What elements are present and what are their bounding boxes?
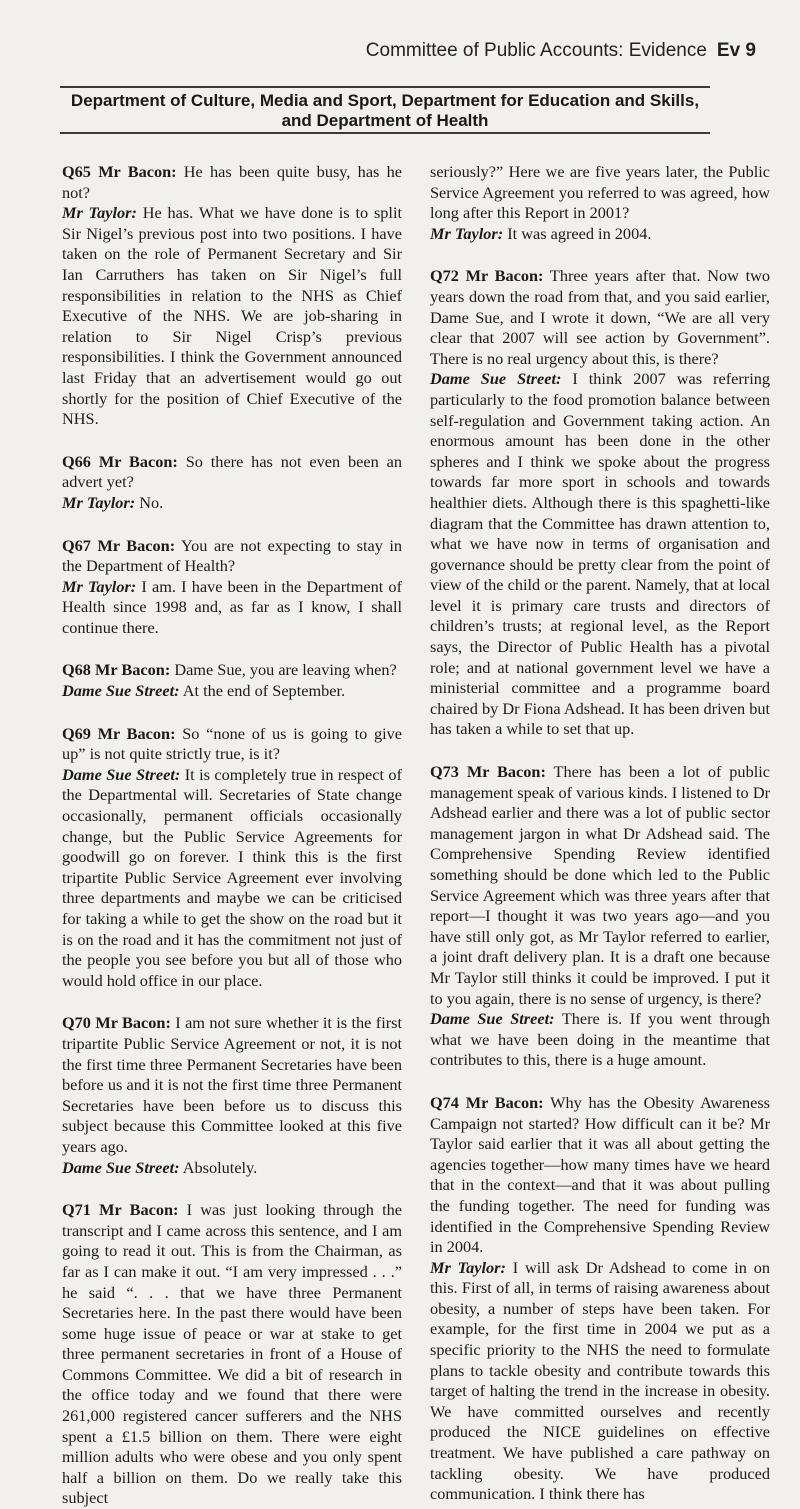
speaker-name: Dame Sue Street: — [62, 764, 181, 784]
speaker-name: Mr Bacon: — [98, 162, 177, 181]
answer-paragraph — [430, 1009, 770, 1071]
speaker-name: Mr Bacon: — [95, 1013, 171, 1033]
paragraph-text: Dame Sue, you are leaving when? — [174, 660, 397, 680]
answer-paragraph — [62, 1158, 402, 1179]
paragraph-text: At the end of September. — [182, 681, 346, 701]
paragraph-text: Why has the Obesity Awareness Campaign not started? How difficult can it be? Mr Taylor said earlier that it was all about getting the agencies together—how many times have we heard that in the context—and that it was about pulling the funding together. The need for funding was identified in the Comprehensive Spending Review in 2004. — [430, 1092, 770, 1257]
question-paragraph — [62, 452, 402, 493]
paragraph-text: It was agreed in 2004. — [507, 223, 652, 243]
question-number: Q72 — [430, 266, 459, 286]
paragraph-text: So there has not even been an advert yet? — [62, 451, 402, 492]
question-number: Q69 — [62, 723, 91, 743]
paragraph-text: So “none of us is going to give up” is not quite strictly true, is it? — [62, 723, 402, 764]
speaker-name: Mr Taylor: — [62, 492, 136, 512]
question-paragraph — [62, 660, 402, 681]
question-number: Q68 — [62, 660, 91, 680]
right-column — [430, 162, 770, 1509]
question-number: Q65 — [62, 162, 91, 181]
question-paragraph — [430, 1093, 770, 1258]
paragraph-text: seriously?” Here we are five years later, the Public Service Agreement you referred to was agreed, how long after this Report in 2001? — [430, 162, 770, 223]
question-paragraph — [430, 266, 770, 369]
question-paragraph — [62, 536, 402, 577]
speaker-name: Mr Taylor: — [430, 1257, 506, 1277]
speaker-name: Dame Sue Street: — [62, 1157, 180, 1177]
speaker-name: Dame Sue Street: — [430, 369, 562, 389]
paragraph-text: There is. If you went through what we have been doing in the meantime that contributes to this, there is a huge amount. — [430, 1009, 771, 1070]
question-paragraph — [62, 1013, 402, 1157]
question-number: Q66 — [62, 451, 91, 471]
paragraph-text: You are not expecting to stay in the Department of Health? — [62, 535, 402, 576]
answer-paragraph — [62, 203, 402, 430]
page-number: Ev 9 — [716, 40, 756, 61]
speaker-name: Mr Bacon: — [97, 535, 176, 555]
paragraph-text: There has been a lot of public management speak of various kinds. I listened to Dr Adshead earlier and there was a lot of public sector management jargon in what Dr Adshead said. The Comprehensive Spending Review identified something should be done which led to the Public Service Agreement which was three years after that report—I thought it was two years ago—and you have still only got, as Mr Taylor referred to earlier, a joint draft delivery plan. It is a draft one because Mr Taylor still thinks it could be improved. I put it to you again, there is no sense of urgency, is there? — [430, 762, 770, 1008]
text-columns — [62, 162, 770, 1509]
speaker-name: Mr Bacon: — [465, 1092, 544, 1112]
department-header — [60, 91, 710, 131]
running-head — [366, 40, 756, 62]
question-paragraph — [62, 724, 402, 765]
left-column — [62, 162, 402, 1509]
speaker-name: Dame Sue Street: — [62, 681, 180, 701]
speaker-name: Mr Bacon: — [465, 266, 544, 286]
paragraph-text: No. — [139, 492, 164, 512]
paragraph-text: I will ask Dr Adshead to come in on this. First of all, in terms of raising awareness about obesity, a number of steps have been taken. For example, for the first time in 2004 we put as a specific priority to the NHS the need to formulate plans to tackle obesity and contribute towards this target of halting the trend in the increase in obesity. We have committed ourselves and recently produced the NICE guidelines on effective treatment. We have published a care pathway on tackling obesity. We have produced communication. I think there has — [430, 1257, 770, 1504]
department-header-line: Department of Culture, Media and Sport, Department for Education and Skills, — [70, 91, 700, 110]
question-number: Q71 — [62, 1200, 91, 1220]
answer-paragraph — [62, 577, 402, 639]
speaker-name: Mr Bacon: — [98, 451, 178, 471]
question-number: Q74 — [430, 1092, 459, 1112]
question-paragraph — [62, 1200, 402, 1509]
paragraph-text: I am not sure whether it is the first tripartite Public Service Agreement or not, it is not the first time three Permanent Secretaries have been before us and it is not the first time three Permanent Secretaries have been before us to discuss this subject because this Committee looked at this five years ago. — [62, 1013, 403, 1156]
speaker-name: Mr Bacon: — [97, 723, 176, 743]
speaker-name: Mr Taylor: — [62, 203, 137, 223]
question-number: Q67 — [62, 535, 91, 555]
answer-paragraph — [430, 224, 770, 245]
speaker-name: Mr Bacon: — [95, 660, 171, 680]
answer-paragraph — [430, 369, 770, 740]
paragraph-text: Absolutely. — [182, 1157, 258, 1177]
speaker-name: Mr Taylor: — [62, 576, 137, 596]
answer-paragraph — [430, 1258, 770, 1505]
paragraph-text: It is completely true in respect of the Departmental will. Secretaries of State change occasionally, permanent officials occasionally change, but the Public Service Agreements for goodwill go on forever. I think this is the first tripartite Public Service Agreement ever involving three departments and maybe we can be criticised for taking a while to get the show on the road but it is on the road and it has the commitment not just of the people you see before you but all of those who would hold office in our place. — [62, 764, 402, 990]
department-header-line: and Department of Health — [281, 111, 489, 130]
answer-paragraph — [62, 681, 402, 702]
speaker-name: Mr Bacon: — [466, 762, 546, 782]
speaker-name: Mr Bacon: — [99, 1200, 179, 1220]
paragraph-text: I was just looking through the transcript and I came across this sentence, and I am going to read it out. This is from the Chairman, as far as I can make it out. “I am very impressed . . .” he said “. . . that we have three Permanent Secretaries here. In the past there would have been some huge issue of peace or war at stake to get three permanent secretaries in front of a House of Commons Committee. We did a bit of research in the office today and we found that there were 261,000 registered cancer sufferers and the NHS spent a £1.5 billion on them. There were eight million adults who were obese and you only spent half a billion on them. Do we really take this subject — [62, 1200, 402, 1508]
header-rule-top — [60, 86, 710, 88]
header-rule-bottom — [60, 132, 710, 134]
paragraph-text: He has. What we have done is to split Sir Nigel’s previous post into two positions. I have taken on the role of Permanent Secretary and Sir Ian Carruthers has taken on Sir Nigel’s full responsibilities in relation to the NHS as Chief Executive of the NHS. We are job-sharing in relation to Sir Nigel Crisp’s previous responsibilities. I think the Government announced last Friday that an advertisement would go out shortly for the position of Chief Executive of the NHS. — [62, 203, 402, 429]
answer-paragraph — [62, 765, 402, 992]
paragraph-text: I am. I have been in the Department of Health since 1998 and, as far as I know, I shall continue there. — [62, 576, 402, 637]
question-number: Q73 — [430, 762, 459, 782]
question-paragraph — [430, 762, 770, 1009]
speaker-name: Dame Sue Street: — [430, 1009, 555, 1029]
question-paragraph — [62, 162, 402, 203]
paragraph-text: I think 2007 was referring particularly to the food promotion balance between self-regulation and Government taking action. An enormous amount has been done in the other spheres and I think we spoke about the progress towards far more sport in schools and towards healthier diets. Although there is this spaghetti-like diagram that the Committee has drawn attention to, what we have now in terms of organisation and governance should be pretty clear from the point of view of the child or the parent. Namely, that at local level it is primary care trusts and directors of children’s trusts; at regional level, as the Report says, the Director of Public Health has a pivotal role; and at national government level we have a ministerial committee and a programme board chaired by Dr Fiona Adshead. It has been driven but has taken a while to set that up. — [430, 369, 771, 739]
answer-paragraph — [62, 493, 402, 514]
answer-paragraph — [430, 162, 770, 224]
paragraph-text: He has been quite busy, has he not? — [62, 162, 402, 202]
running-head-title: Committee of Public Accounts: Evidence — [365, 40, 707, 61]
question-number: Q70 — [62, 1013, 91, 1033]
speaker-name: Mr Taylor: — [430, 223, 504, 243]
paragraph-text: Three years after that. Now two years down the road from that, and you said earlier, Dame Sue, and I wrote it down, “We are all very clear that 2007 will see action by Government”. There is no real urgency about this, is there? — [430, 266, 771, 368]
